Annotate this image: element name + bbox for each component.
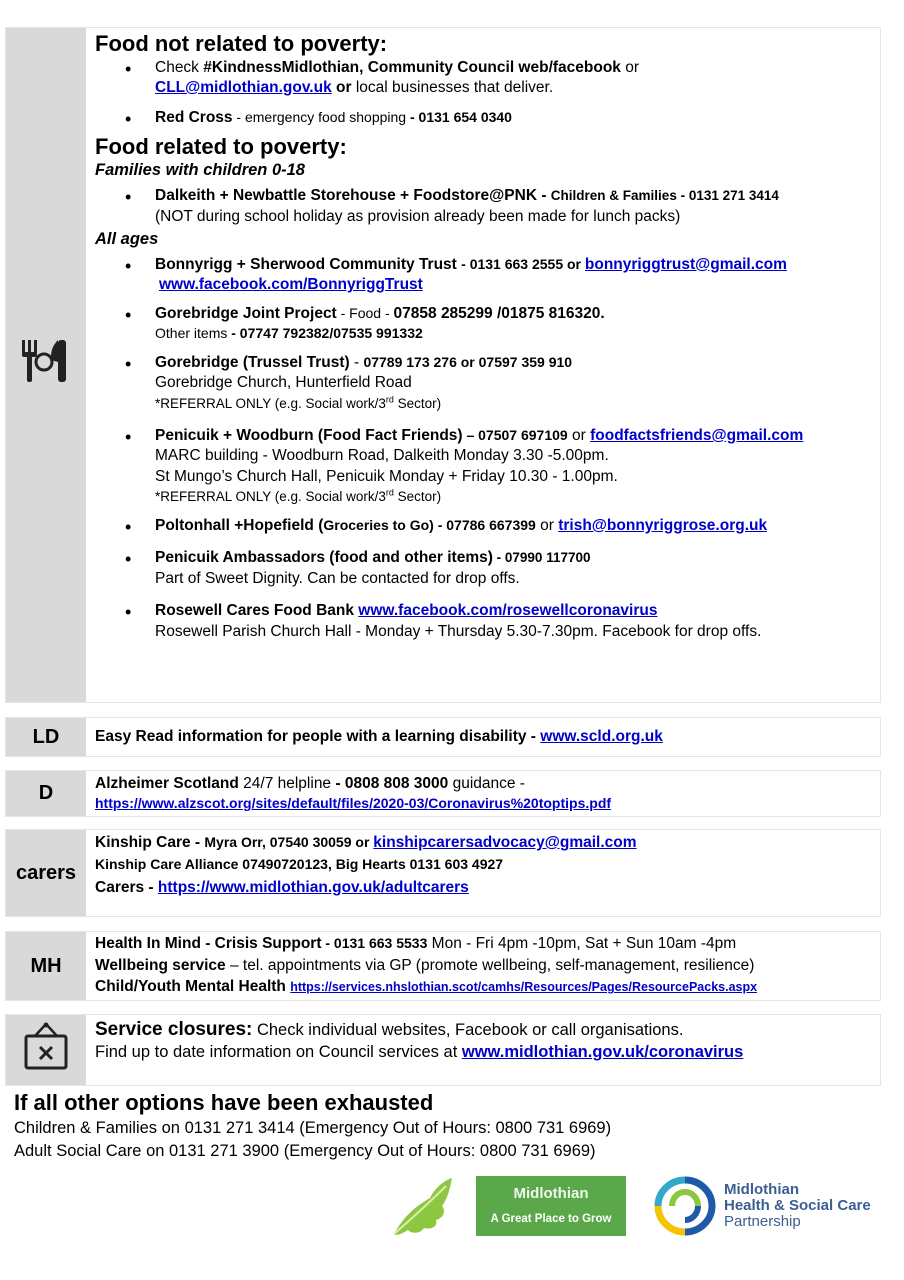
- hscp-logo-text: Midlothian Health & Social Care Partnership: [724, 1181, 871, 1230]
- cll-email-link[interactable]: CLL@midlothian.gov.uk: [155, 78, 332, 96]
- list-item: • Poltonhall +Hopefield (Groceries to Go) - 07786 667399 or trish@bonnyriggrose.org.uk: [95, 516, 872, 536]
- food-not-poverty-heading: Food not related to poverty:: [95, 31, 388, 56]
- food-sidebar: [6, 28, 86, 702]
- list-item: • Bonnyrigg + Sherwood Community Trust - 0131 663 2555 or bonnyriggtrust@gmail.com www.facebook.com/BonnyriggTrust: [95, 255, 872, 296]
- bonnyrigg-facebook-link[interactable]: www.facebook.com/BonnyriggTrust: [159, 276, 423, 294]
- list-item: • Check #KindnessMidlothian, Community Council web/facebook or CLL@midlothian.gov.uk or local businesses that deliver.: [95, 58, 872, 99]
- food-section: [5, 27, 881, 703]
- food-poverty-heading: Food related to poverty:: [95, 133, 347, 159]
- ld-label: LD: [6, 718, 86, 756]
- council-coronavirus-link[interactable]: www.midlothian.gov.uk/coronavirus: [461, 1043, 744, 1062]
- list-item: • Penicuik + Woodburn (Food Fact Friends) – 07507 697109 or foodfactsfriends@gmail.com MARC building - Woodburn Road, Dalkeith Monday 3.30 -5.00pm. St Mungo’s Church Hall, Penicuik Monday + Friday 10.30 - 1.00pm. *REFERRAL ONLY (e.g. Social work/3rd Sector): [95, 426, 872, 508]
- kinship-email-link[interactable]: kinshipcarersadvocacy@gmail.com: [373, 834, 637, 851]
- carers-label: carers: [6, 830, 86, 916]
- closed-sign-icon: [21, 1021, 71, 1078]
- referral-note: *REFERRAL ONLY (e.g. Social work/3rd Sector): [155, 487, 442, 505]
- list-item: • Gorebridge Joint Project - Food - 07858 285299 /01875 816320. Other items - 07747 792382/07535 991332: [95, 304, 872, 345]
- list-item: • Red Cross - emergency food shopping - 0131 654 0340: [95, 108, 872, 128]
- closures-section: [5, 1014, 881, 1086]
- food-content: [86, 28, 880, 702]
- ld-content: Easy Read information for people with a learning disability - www.scld.org.uk: [86, 718, 880, 756]
- scld-link[interactable]: www.scld.org.uk: [540, 727, 663, 745]
- closures-sidebar: [6, 1015, 86, 1085]
- adultcarers-link[interactable]: https://www.midlothian.gov.uk/adultcarers: [157, 878, 469, 896]
- exhausted-heading: If all other options have been exhausted: [14, 1090, 434, 1115]
- alzscot-link[interactable]: https://www.alzscot.org/sites/default/files/2020-03/Coronavirus%20toptips.pdf: [95, 795, 612, 812]
- list-item: • Penicuik Ambassadors (food and other items) - 07990 117700 Part of Sweet Dignity. Can be contacted for drop offs.: [95, 548, 872, 589]
- oak-leaf-logo: [386, 1176, 456, 1244]
- foodfactsfriends-email-link[interactable]: foodfactsfriends@gmail.com: [590, 426, 804, 444]
- ld-section: [5, 717, 881, 757]
- closures-content: Service closures: Check individual websites, Facebook or call organisations. Find up to date information on Council services at www.midlothian.gov.uk/coronavirus: [86, 1015, 880, 1085]
- families-heading: Families with children 0-18: [95, 161, 305, 180]
- mh-content: Health In Mind - Crisis Support - 0131 663 5533 Mon - Fri 4pm -10pm, Sat + Sun 10am -4pm Wellbeing service – tel. appointments via GP (promote wellbeing, self-management, resilience) Child/Youth Mental Health https://services.nhslothian.scot/camhs/Resources/Pages/ResourcePacks.aspx: [86, 932, 880, 1000]
- bonnyriggrose-email-link[interactable]: trish@bonnyriggrose.org.uk: [558, 516, 768, 534]
- rosewell-facebook-link[interactable]: www.facebook.com/rosewellcoronavirus: [358, 602, 658, 620]
- dementia-section: [5, 770, 881, 817]
- dementia-content: Alzheimer Scotland 24/7 helpline - 0808 808 3000 guidance - https://www.alzscot.org/sites/default/files/2020-03/Coronavirus%20toptips.pdf: [86, 771, 880, 816]
- referral-note: *REFERRAL ONLY (e.g. Social work/3rd Sector): [155, 394, 442, 411]
- carers-section: [5, 829, 881, 917]
- dementia-label: D: [6, 771, 86, 816]
- hscp-emblem-icon: [654, 1176, 716, 1236]
- list-item: • Rosewell Cares Food Bank www.facebook.com/rosewellcoronavirus Rosewell Parish Church Hall - Monday + Thursday 5.30-7.30pm. Facebook for drop offs.: [95, 601, 872, 642]
- carers-content: Kinship Care - Myra Orr, 07540 30059 or kinshipcarersadvocacy@gmail.com Kinship Care Alliance 07490720123, Big Hearts 0131 603 4927 Carers - https://www.midlothian.gov.uk/adultcarers: [86, 830, 880, 916]
- list-item: • Gorebridge (Trussel Trust) - 07789 173 276 or 07597 359 910 Gorebridge Church, Hunterfield Road *REFERRAL ONLY (e.g. Social work/3rd Sector): [95, 353, 872, 414]
- camhs-link[interactable]: https://services.nhslothian.scot/camhs/Resources/Pages/ResourcePacks.aspx: [290, 980, 758, 995]
- all-ages-heading: All ages: [95, 230, 159, 249]
- mental-health-section: [5, 931, 881, 1001]
- mh-label: MH: [6, 932, 86, 1000]
- cutlery-icon: [20, 338, 72, 391]
- list-item: • Dalkeith + Newbattle Storehouse + Foodstore@PNK - Children & Families - 0131 271 3414 (NOT during school holiday as provision already been made for lunch packs): [95, 186, 872, 227]
- midlothian-logo: Midlothian A Great Place to Grow: [476, 1176, 626, 1236]
- children-families-line: Children & Families on 0131 271 3414 (Emergency Out of Hours: 0800 731 6969): [14, 1119, 612, 1137]
- bonnyrigg-email-link[interactable]: bonnyriggtrust@gmail.com: [584, 255, 787, 273]
- adult-social-care-line: Adult Social Care on 0131 271 3900 (Emergency Out of Hours: 0800 731 6969): [14, 1142, 596, 1160]
